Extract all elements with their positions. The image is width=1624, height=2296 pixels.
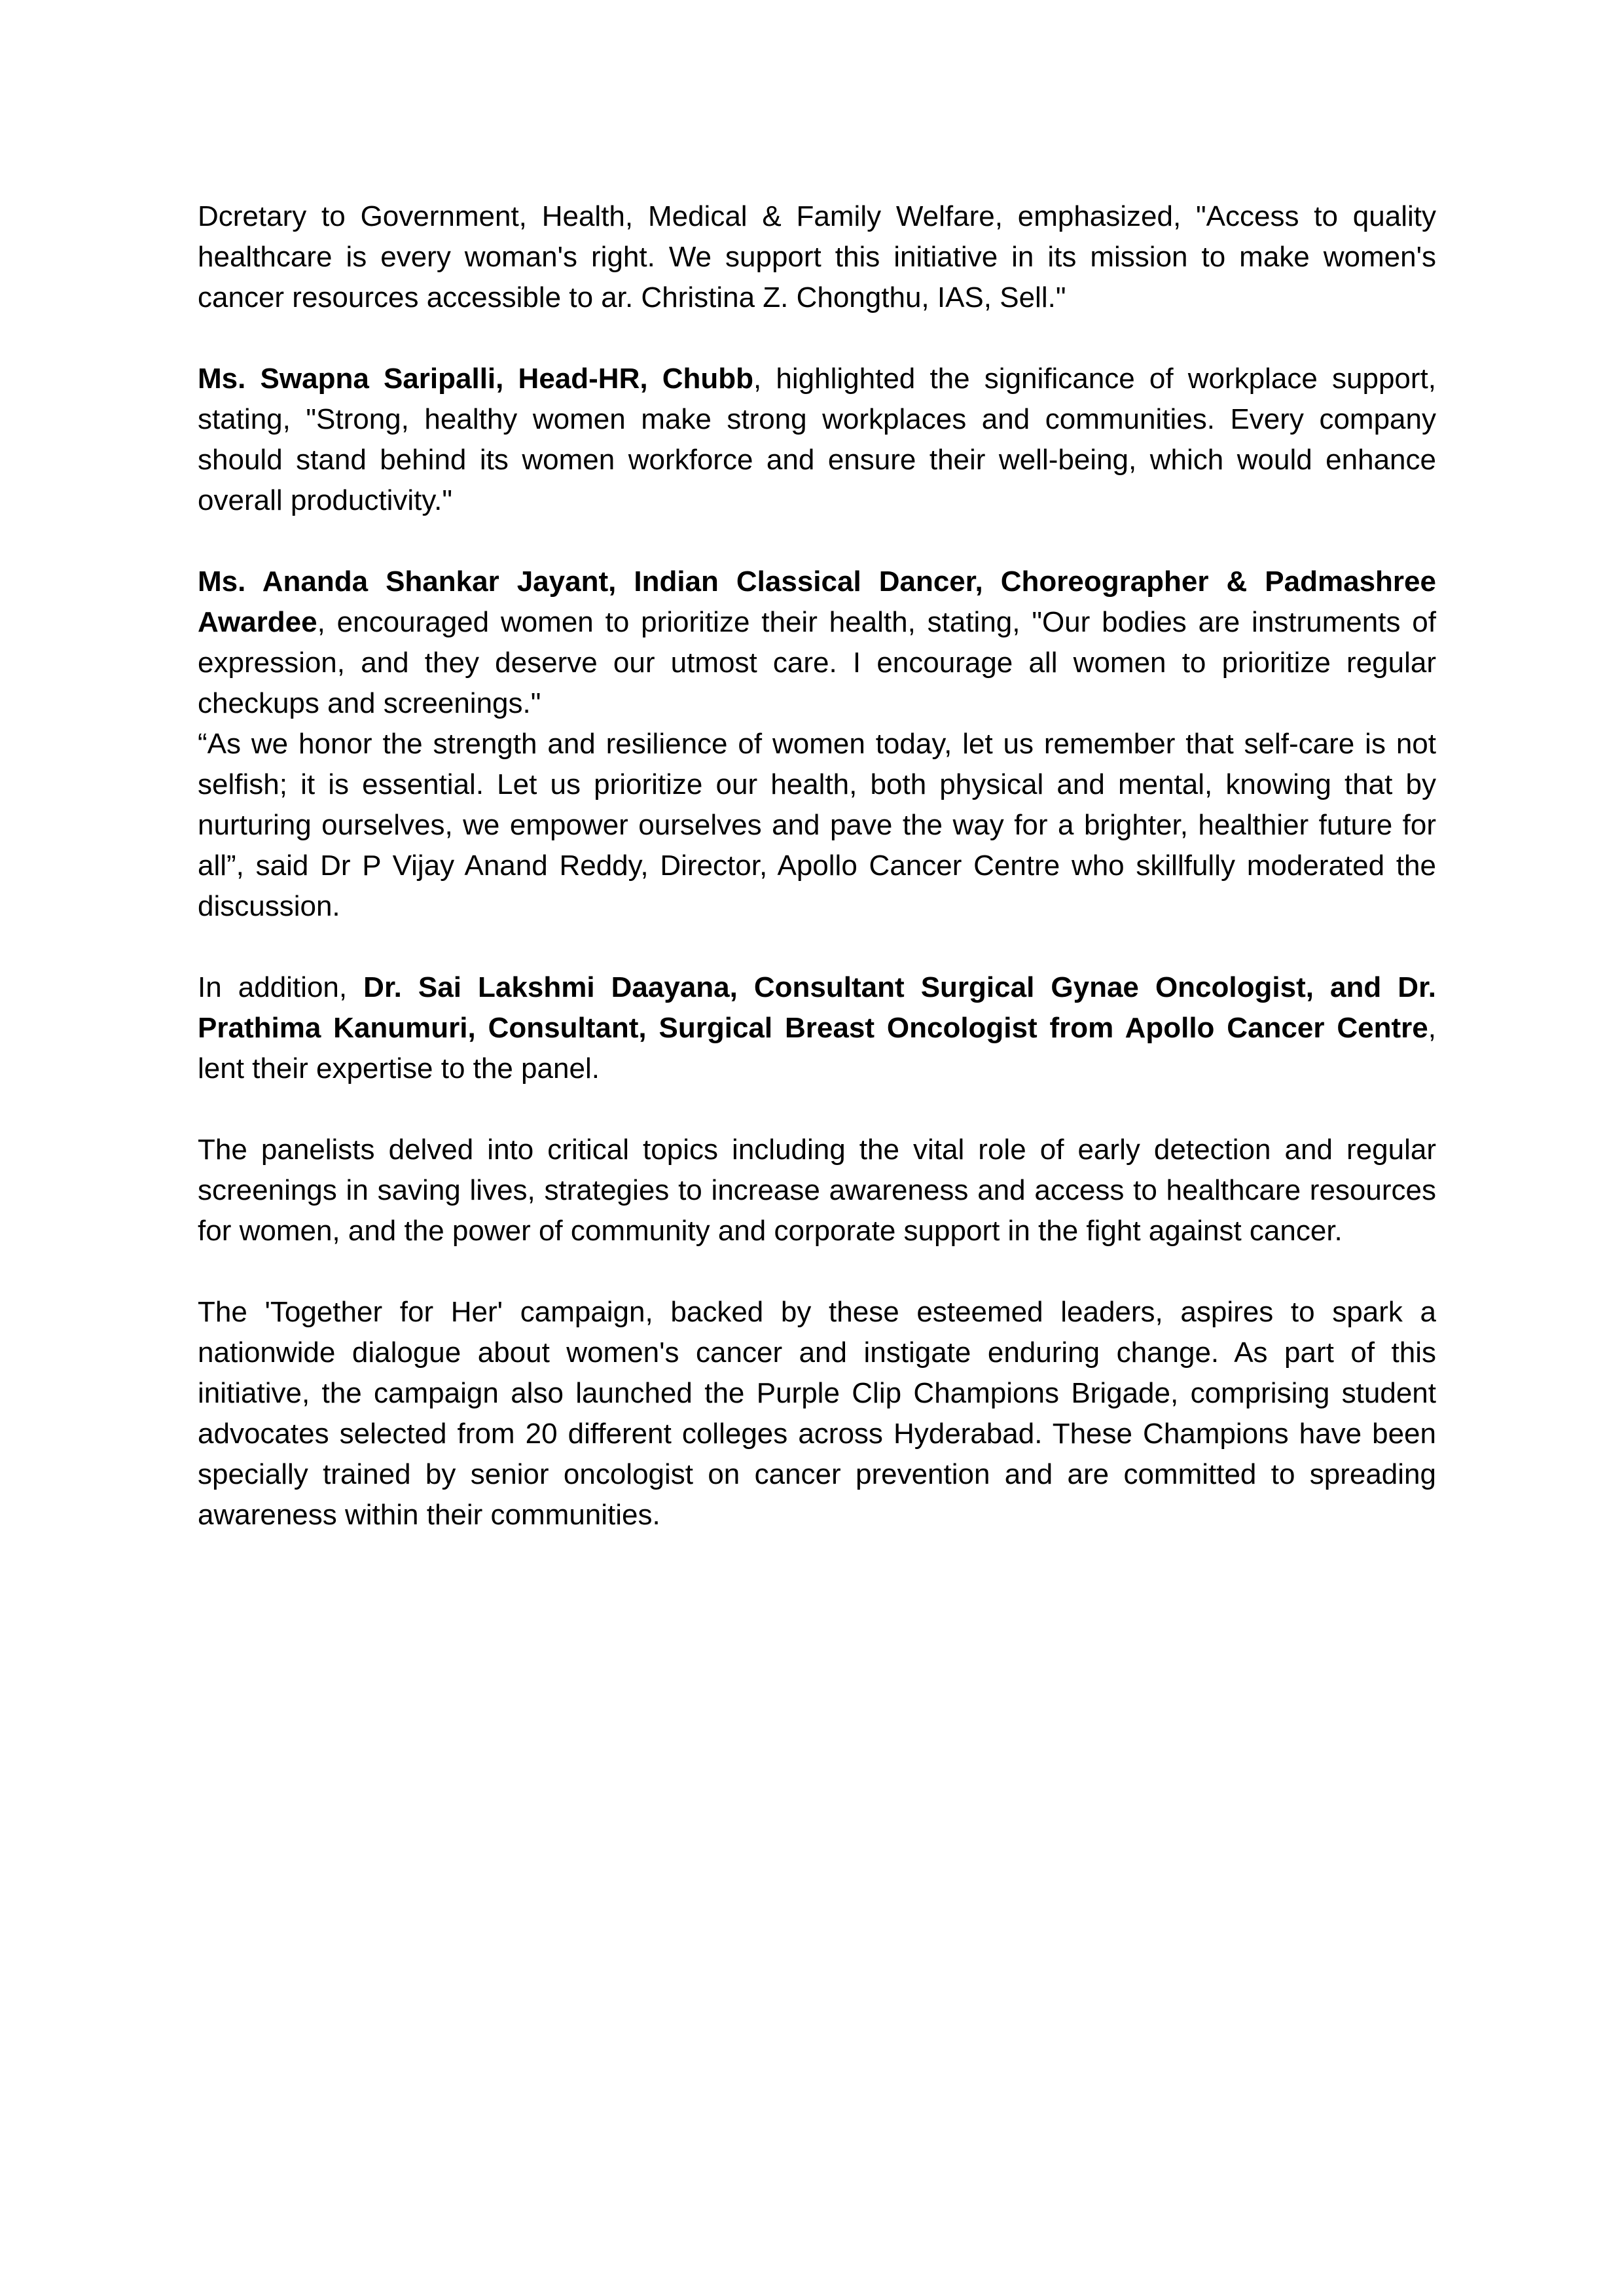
paragraph-text: Dcretary to Government, Health, Medical & Family Welfare, emphasized, "Access to quality healthcare is every woman's right. We support this initiative in its mission to make women's cancer resources accessible to ar. Christina Z. Chongthu, IAS, Sell." <box>198 200 1436 314</box>
paragraph-text: , lent their expertise to the panel. <box>198 1012 1436 1085</box>
document-body <box>198 196 1436 1535</box>
paragraph-campaign <box>198 1292 1436 1535</box>
paragraph-text: The 'Together for Her' campaign, backed by these esteemed leaders, aspires to spark a nationwide dialogue about women's cancer and instigate enduring change. As part of this initiative, the campaign also launched the Purple Clip Champions Brigade, comprising student advocates selected from 20 different colleges across Hyderabad. These Champions have been specially trained by senior oncologist on cancer prevention and are committed to spreading awareness within their communities. <box>198 1296 1436 1531</box>
paragraph-text: The panelists delved into critical topics including the vital role of early detection and regular screenings in saving lives, strategies to increase awareness and access to healthcare resources for women, and the power of community and corporate support in the fight against cancer. <box>198 1134 1436 1247</box>
paragraph-text: , highlighted the significance of workplace support, stating, "Strong, healthy women make strong workplaces and communities. Every company should stand behind its women workforce and ensure their well-being, which would enhance overall productivity." <box>198 363 1436 516</box>
paragraph-moderator-quote <box>198 724 1436 927</box>
paragraph-secretary-quote <box>198 196 1436 318</box>
paragraph-panel-topics <box>198 1130 1436 1251</box>
speaker-name: Dr. Sai Lakshmi Daayana, Consultant Surgical Gynae Oncologist, and Dr. Prathima Kanumuri, Consultant, Surgical Breast Oncologist from Apollo Cancer Centre <box>198 971 1436 1044</box>
speaker-name: Ms. Ananda Shankar Jayant, Indian Classical Dancer, Choreographer & Padmashree Awardee <box>198 565 1436 638</box>
paragraph-panel-experts <box>198 967 1436 1089</box>
paragraph-chubb-quote <box>198 359 1436 521</box>
paragraph-text: In addition, <box>198 971 364 1003</box>
speaker-name: Ms. Swapna Saripalli, Head-HR, Chubb <box>198 363 754 395</box>
paragraph-text: “As we honor the strength and resilience of women today, let us remember that self-care is not selfish; it is essential. Let us prioritize our health, both physical and mental, knowing that by nurturing ourselves, we empower ourselves and pave the way for a brighter, healthier future for all”, said Dr P Vijay Anand Reddy, Director, Apollo Cancer Centre who skillfully moderated the discussion. <box>198 728 1436 922</box>
paragraph-dancer-quote <box>198 562 1436 724</box>
paragraph-text: , encouraged women to prioritize their health, stating, "Our bodies are instruments of expression, and they deserve our utmost care. I encourage all women to prioritize regular checkups and screenings." <box>198 606 1436 719</box>
